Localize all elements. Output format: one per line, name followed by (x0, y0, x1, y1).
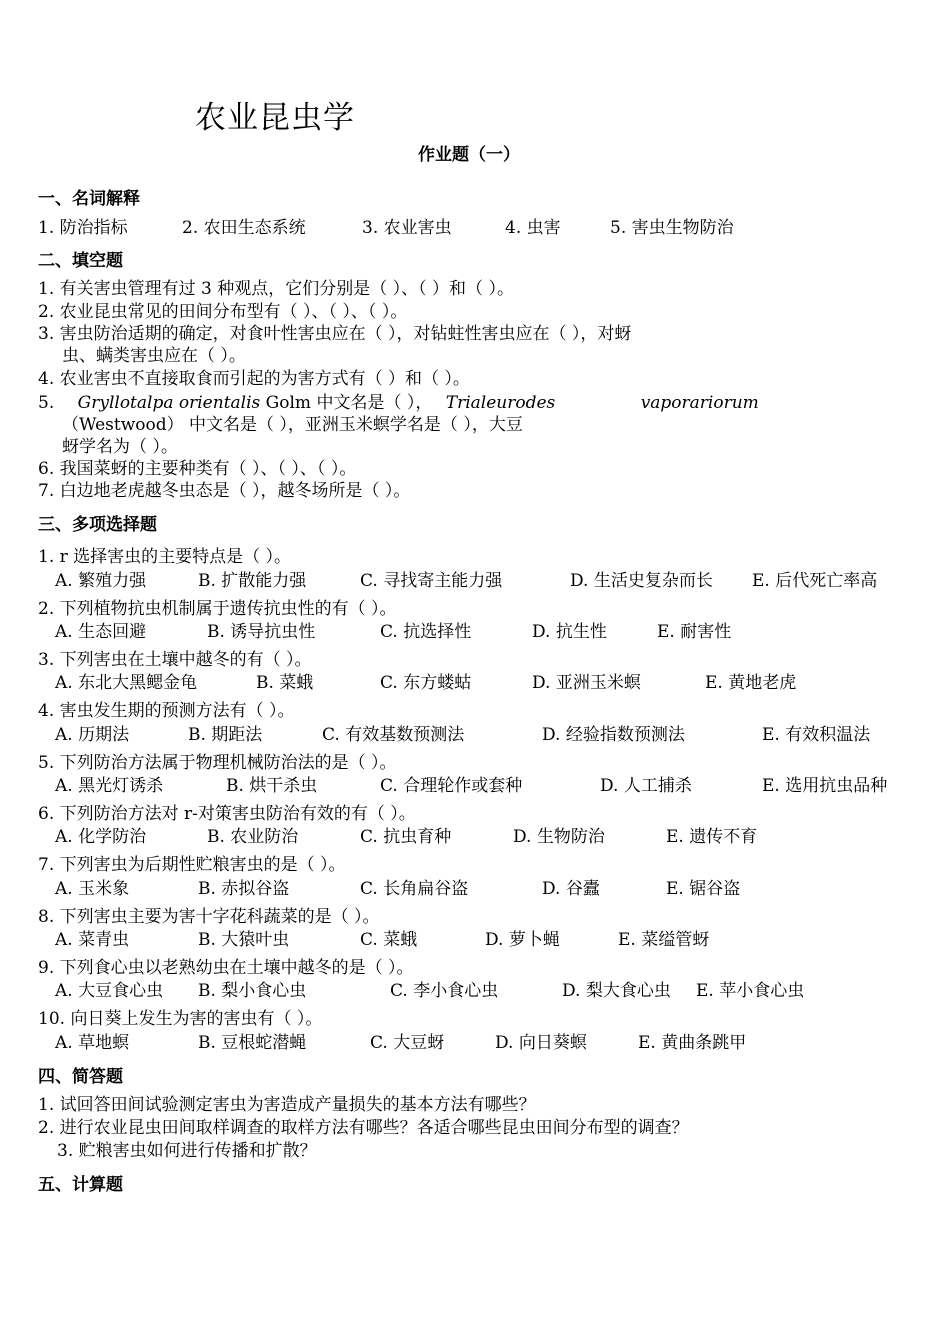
mc-option: B. 豆根蛇潜蝇 (198, 1033, 307, 1053)
mc-option: D. 经验指数预测法 (542, 725, 685, 745)
mc-option: E. 菜缢管蚜 (618, 930, 710, 950)
mc-option: B. 梨小食心虫 (198, 981, 307, 1001)
mc-option: D. 萝卜蝇 (485, 930, 560, 950)
mc-option: C. 大豆蚜 (370, 1033, 445, 1053)
mc-question: 9. 下列食心虫以老熟幼虫在土壤中越冬的是（ ）。 (38, 958, 414, 978)
mc-option: E. 锯谷盗 (666, 879, 741, 899)
mc-option: D. 人工捕杀 (600, 776, 692, 796)
mc-option: A. 草地螟 (55, 1033, 130, 1053)
mc-option: D. 谷蠹 (542, 879, 600, 899)
mc-option: A. 化学防治 (55, 827, 147, 847)
mc-option: B. 期距法 (188, 725, 263, 745)
short-answer-question: 2. 进行农业昆虫田间取样调查的取样方法有哪些？各适合哪些昆虫田间分布型的调查？ (38, 1118, 689, 1138)
fill-in-question: 7. 白边地老虎越冬虫态是（ ），越冬场所是（ ）。 (38, 481, 411, 501)
section-heading-fill-in: 二、填空题 (38, 251, 123, 271)
mc-option: C. 合理轮作或套种 (380, 776, 523, 796)
latin-name: vaporariorum (640, 393, 759, 413)
mc-option: A. 东北大黑鳃金龟 (55, 673, 198, 693)
mc-option: C. 长角扁谷盗 (360, 879, 469, 899)
definition-term: 1. 防治指标 (38, 218, 128, 238)
mc-option: E. 耐害性 (657, 622, 732, 642)
section-heading-short-answer: 四、简答题 (38, 1067, 123, 1087)
question-text: Golm 中文名是（ ）， (260, 393, 433, 413)
definition-term: 4. 虫害 (505, 218, 561, 238)
fill-in-question: 6. 我国菜蚜的主要种类有（ ）、（ ）、（ ）。 (38, 459, 357, 479)
mc-question: 7. 下列害虫为后期性贮粮害虫的是（ ）。 (38, 855, 346, 875)
mc-option: D. 亚洲玉米螟 (532, 673, 641, 693)
mc-option: E. 选用抗虫品种 (762, 776, 888, 796)
mc-option: B. 诱导抗虫性 (207, 622, 316, 642)
section-heading-definitions: 一、名词解释 (38, 189, 140, 209)
mc-option: D. 梨大食心虫 (562, 981, 671, 1001)
latin-name: Gryllotalpa orientalis (77, 393, 261, 413)
mc-option: D. 生活史复杂而长 (570, 571, 713, 591)
short-answer-question: 1. 试回答田间试验测定害虫为害造成产量损失的基本方法有哪些？ (38, 1095, 536, 1115)
mc-option: C. 有效基数预测法 (322, 725, 465, 745)
mc-option: B. 农业防治 (207, 827, 299, 847)
mc-option: E. 黄曲条跳甲 (638, 1033, 747, 1053)
question-number: 5. (38, 393, 55, 413)
fill-in-question: 4. 农业害虫不直接取食而引起的为害方式有（ ）和（ ）。 (38, 369, 470, 389)
mc-option: D. 抗生性 (532, 622, 607, 642)
mc-option: E. 黄地老虎 (705, 673, 797, 693)
mc-option: D. 向日葵螟 (495, 1033, 587, 1053)
mc-option: D. 生物防治 (513, 827, 605, 847)
mc-option: A. 历期法 (55, 725, 130, 745)
mc-option: E. 遗传不育 (666, 827, 758, 847)
latin-name: Trialeurodes (445, 393, 556, 413)
mc-option: C. 李小食心虫 (390, 981, 499, 1001)
mc-question: 10. 向日葵上发生为害的害虫有（ ）。 (38, 1009, 323, 1029)
definition-term: 3. 农业害虫 (362, 218, 452, 238)
mc-question: 5. 下列防治方法属于物理机械防治法的是（ ）。 (38, 753, 397, 773)
mc-option: A. 菜青虫 (55, 930, 130, 950)
definition-term: 5. 害虫生物防治 (610, 218, 734, 238)
mc-option: A. 黑光灯诱杀 (55, 776, 164, 796)
mc-question: 4. 害虫发生期的预测方法有（ ）。 (38, 701, 295, 721)
fill-in-question-continued: 蚜学名为（ ）。 (62, 437, 178, 457)
mc-option: C. 寻找寄主能力强 (360, 571, 503, 591)
mc-option: B. 烘干杀虫 (226, 776, 318, 796)
fill-in-question: 1. 有关害虫管理有过 3 种观点，它们分别是（ ）、（ ）和（ ）。 (38, 279, 514, 299)
mc-option: A. 大豆食心虫 (55, 981, 164, 1001)
mc-option: E. 后代死亡率高 (752, 571, 878, 591)
definition-term: 2. 农田生态系统 (182, 218, 306, 238)
fill-in-question: 3. 害虫防治适期的确定，对食叶性害虫应在（ ），对钻蛀性害虫应在（ ），对蚜 (38, 324, 632, 344)
mc-option: E. 有效积温法 (762, 725, 871, 745)
mc-question: 8. 下列害虫主要为害十字花科蔬菜的是（ ）。 (38, 907, 380, 927)
section-heading-calculation: 五、计算题 (38, 1175, 123, 1195)
mc-option: B. 赤拟谷盗 (198, 879, 290, 899)
mc-option: A. 玉米象 (55, 879, 130, 899)
mc-question: 6. 下列防治方法对 r-对策害虫防治有效的有（ ）。 (38, 804, 416, 824)
mc-option: B. 大猿叶虫 (198, 930, 290, 950)
mc-option: C. 抗虫育种 (360, 827, 452, 847)
mc-option: C. 菜蛾 (360, 930, 418, 950)
mc-option: B. 菜蛾 (256, 673, 314, 693)
page-title: 农业昆虫学 (195, 100, 355, 136)
mc-option: C. 抗选择性 (380, 622, 472, 642)
short-answer-question: 3. 贮粮害虫如何进行传播和扩散？ (57, 1141, 317, 1161)
fill-in-question-continued: （Westwood） 中文名是（ ），亚洲玉米螟学名是（ ），大豆 (62, 415, 523, 435)
page-subtitle: 作业题（一） (418, 145, 520, 165)
mc-option: B. 扩散能力强 (198, 571, 307, 591)
mc-question: 2. 下列植物抗虫机制属于遗传抗虫性的有（ ）。 (38, 599, 397, 619)
fill-in-question: 2. 农业昆虫常见的田间分布型有（ ）、（ ）、（ ）。 (38, 302, 408, 322)
mc-option: C. 东方蝼蛄 (380, 673, 472, 693)
mc-question: 1. r 选择害虫的主要特点是（ ）。 (38, 547, 292, 567)
mc-option: E. 苹小食心虫 (696, 981, 805, 1001)
mc-option: A. 繁殖力强 (55, 571, 147, 591)
fill-in-question-continued: 虫、螨类害虫应在（ ）。 (62, 346, 246, 366)
section-heading-multiple-choice: 三、多项选择题 (38, 515, 157, 535)
mc-option: A. 生态回避 (55, 622, 147, 642)
mc-question: 3. 下列害虫在土壤中越冬的有（ ）。 (38, 650, 312, 670)
